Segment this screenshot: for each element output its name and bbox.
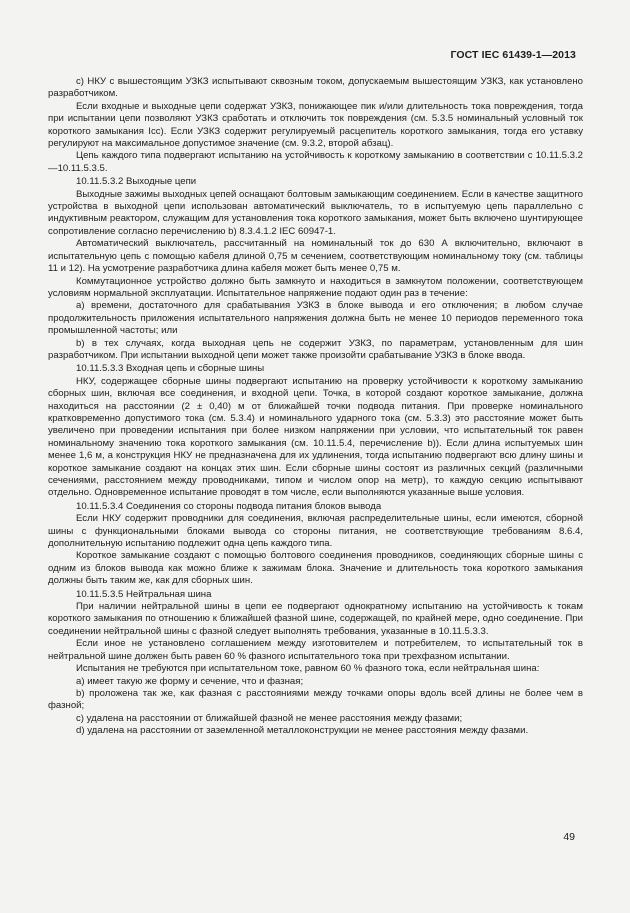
- section-heading-incoming-busbars: 10.11.5.3.3 Входная цепь и сборные шины: [76, 363, 265, 375]
- document-body: [48, 76, 583, 738]
- paragraph-supply-side-conductors: Если НКУ содержит проводники для соединения, включая распределительные шины, если имеются, сборной шины с функциональными блоками вывода со стороны питания, не соответствующие требованиям 8.6.4, дополнительную испытанию подлежит одна цепь каждого типа.: [48, 513, 583, 550]
- paragraph-switching-device: Коммутационное устройство должно быть замкнуто и находиться в замкнутом положении, соответствующем условиям нормальной эксплуатации. Испытательное напряжение подают один раз в течение:: [48, 275, 583, 299]
- paragraph-input-output-circuits: Если входные и выходные цепи содержат УЗКЗ, понижающее пик и/или длительность тока повреждения, тогда при испытании цепи позволяют УЗКЗ сработать и отключить ток повреждения (см. 5.3.5 номинальный условный ток короткого замыкания Icc). Если УЗКЗ содержит регулируемый расцепитель короткого замыкания, тогда его уставку регулируют на максимальное допустимое значение (см. 9.3.2, второй абзац).: [48, 100, 583, 150]
- section-heading-neutral-busbar: 10.11.5.3.5 Нейтральная шина: [76, 588, 212, 600]
- standard-header: ГОСТ IEC 61439-1—2013: [450, 49, 576, 61]
- list-item-c-phase-distance: c) удалена на расстоянии от ближайшей фазной не менее расстояния между фазами;: [76, 712, 463, 724]
- list-item-d-earthed-distance: d) удалена на расстоянии от заземленной металлоконструкции не менее расстояния между фазами.: [76, 725, 529, 737]
- paragraph-c-upstream: с) НКУ с вышестоящим УЗКЗ испытывают сквозным током, допускаемым вышестоящим УЗКЗ, как установлено разработчиком.: [48, 76, 583, 100]
- paragraph-neutral-current: Если иное не установлено соглашением между изготовителем и потребителем, то испытательный ток в нейтральной шине должен быть равен 60 % фазного испытательного тока при трехфазном испытании.: [48, 638, 583, 662]
- section-heading-outgoing-circuits: 10.11.5.3.2 Выходные цепи: [76, 176, 197, 188]
- paragraph-circuit-breaker: Автоматический выключатель, рассчитанный на номинальный ток до 630 А включительно, включают в испытательную цепь с помощью кабеля длиной 0,75 м сечением, соответствующим номинальному току (см. таблицы 11 и 12). На усмотрение разработчика длина кабеля может быть менее 0,75 м.: [48, 238, 583, 275]
- list-item-b-supports: b) проложена так же, как фазная с расстояниями между точками опоры вдоль всей длины не более чем в фазной;: [48, 687, 583, 712]
- section-heading-supply-side: 10.11.5.3.4 Соединения со стороны подвода питания блоков вывода: [76, 500, 382, 512]
- list-item-a-shape: a) имеет такую же форму и сечение, что и фазная;: [76, 675, 304, 687]
- list-item-b-no-scpd: b) в тех случаях, когда выходная цепь не содержит УЗКЗ, по параметрам, установленным для шин разработчиком. При испытании выходной цепи может также произойти срабатывание УЗКЗ в блоке ввода.: [48, 337, 583, 361]
- paragraph-tests-not-required: Испытания не требуются при испытательном токе, равном 60 % фазного тока, если нейтральная шина:: [76, 663, 540, 675]
- paragraph-circuit-types: Цепь каждого типа подвергают испытанию на устойчивость к короткому замыканию в соответствии с 10.11.5.3.2—10.11.5.3.5.: [48, 150, 583, 174]
- paragraph-busbar-test: НКУ, содержащее сборные шины подвергают испытанию на проверку устойчивости к короткому замыканию сборных шин, включая все соединения, и входной цепи. Точка, в которой создают короткое замыкание, должна находиться на расстоянии (2 ± 0,40) м от ближайшей точки подвода питания. При проверке номинального кратковременно допустимого тока (см. 5.3.4) и номинального ударного тока (см. 5.3.3) это расстояние может быть увеличено при проведении испытания при более низком напряжении при условии, что испытательный ток равен номинальному значению тока короткого замыкания (см. 10.11.5.4, перечисление b)). Если длина испытуемых шин менее 1,6 м, а конструкция НКУ не предназначена для их удлинения, тогда испытанию подвергают всю длину шины и короткое замыкание создают на концах этих шин. Если сборные шины состоят из различных секций (различными сечениями, расстоянием между проводниками, типом и числом опор на метр), то каждую секцию испытывают отдельно. Одновременное испытание проводят в том числе, если выполняются указанные выше условия.: [48, 375, 583, 499]
- page-number: 49: [563, 831, 575, 843]
- paragraph-neutral-test: При наличии нейтральной шины в цепи ее подвергают однократному испытанию на устойчивость к токам короткого замыкания по отношению к ближайшей фазной шине, содержащей, по крайней мере, одно соединение. При соединении нейтральной шины с фазной следует выполнять требования, указанные в 10.11.5.3.3.: [48, 601, 583, 637]
- paragraph-outgoing-terminals: Выходные зажимы выходных цепей оснащают болтовым замыкающим соединением. Если в качестве защитного устройства в выходной цепи использован автоматический выключатель, то в испытуемую цепь параллельно с индуктивным реактором, служащим для установления тока короткого замыкания, может быть включено шунтирующее сопротивление согласно перечислению b) 8.3.4.1.2 IEC 60947-1.: [48, 188, 583, 237]
- paragraph-bolted-short-circuit: Короткое замыкание создают с помощью болтового соединения проводников, соединяющих сборные шины с одним из блоков вывода как можно ближе к зажимам блока. Значение и длительность тока короткого замыкания должны быть таким же, как для сборных шин.: [48, 550, 583, 587]
- list-item-a-time: а) времени, достаточного для срабатывания УЗКЗ в блоке вывода и его отключения; в любом случае продолжительность приложения испытательного напряжения должна быть не менее 10 периодов переменного тока промышленной частоты; или: [48, 300, 583, 337]
